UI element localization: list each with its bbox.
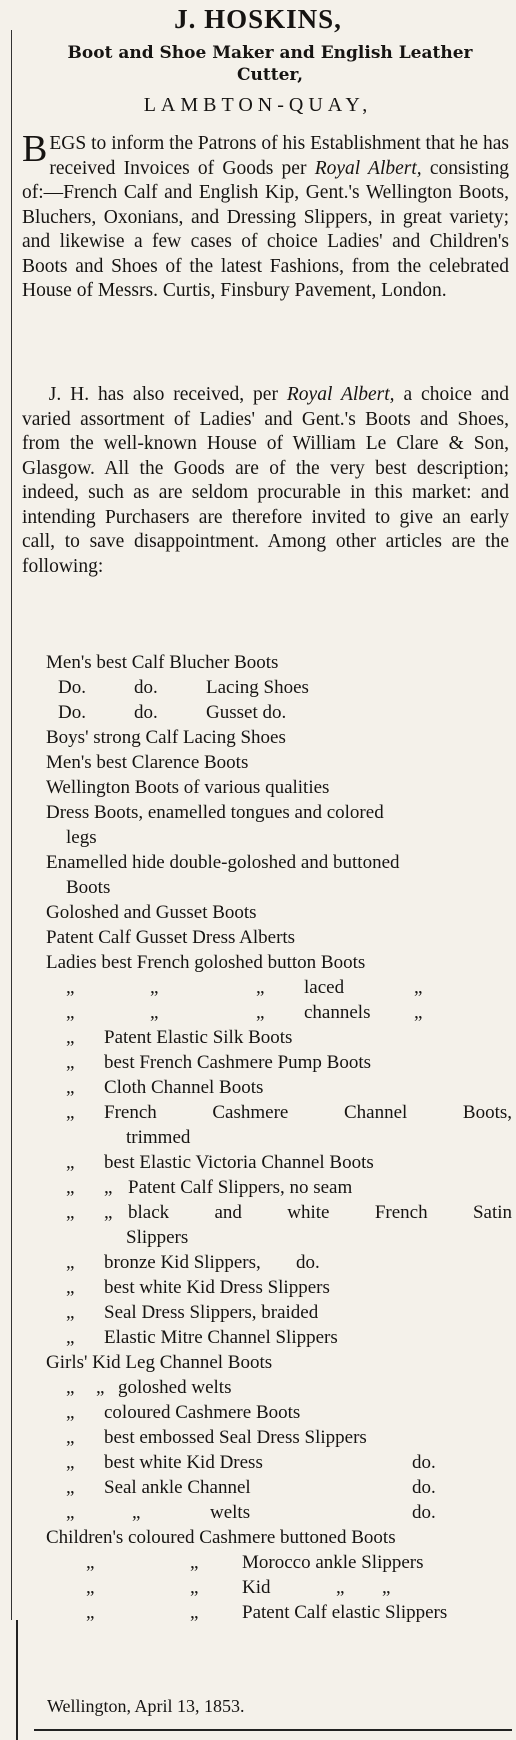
list-item: „ Elastic Mitre Channel Slippers — [66, 1327, 338, 1348]
list-item: „ Patent Elastic Silk Boots — [66, 1027, 293, 1048]
announcement-paragraph — [22, 128, 509, 304]
list-item: Do. do. Lacing Shoes — [58, 677, 309, 698]
ditto-mark: „ — [150, 1002, 159, 1023]
list-item: „ Seal ankle Channel do. — [66, 1477, 436, 1498]
ditto-mark: „ — [190, 1552, 199, 1573]
ditto-mark: „ — [86, 1552, 95, 1573]
list-item: „ „ Morocco ankle Slippers — [86, 1552, 424, 1573]
ditto-mark: „ — [104, 1202, 113, 1223]
paragraph-text: a choice and varied assortment of Ladies' and Gent.'s Boots and Shoes, from the well-known House of William Le Clare & Son, Glasgow. All the Goods are of the very best description; indeed, such as are seldom procurable in this market: and intending Purchasers are therefore invited to give an early call, to save disappointment. Among other articles are the following: — [22, 384, 510, 577]
ditto-mark: „ — [382, 1577, 391, 1598]
list-item: „ coloured Cashmere Boots — [66, 1402, 301, 1423]
ditto-mark: „ — [66, 1202, 75, 1223]
ditto-mark: „ — [256, 977, 265, 998]
ditto-mark: „ — [66, 1252, 75, 1273]
list-item: „ best embossed Seal Dress Slippers — [66, 1427, 367, 1448]
closing-rule — [34, 1729, 512, 1731]
list-item: Dress Boots, enamelled tongues and colored — [46, 802, 384, 823]
column-rule — [11, 30, 12, 1620]
ditto-mark: „ — [66, 1027, 75, 1048]
ditto-mark: „ — [66, 1052, 75, 1073]
list-item: „ „ Patent Calf elastic Slippers — [86, 1602, 448, 1623]
list-item: „ best white Kid Dress Slippers — [66, 1277, 330, 1298]
list-item: Ladies best French goloshed button Boots — [46, 952, 366, 973]
paragraph-text: J. H. has also received, per — [48, 384, 287, 405]
list-item-continuation: Boots — [66, 877, 111, 898]
ditto-mark: „ — [86, 1577, 95, 1598]
ditto-mark: „ — [66, 1427, 75, 1448]
ditto-mark: „ — [86, 1602, 95, 1623]
list-item: Men's best Clarence Boots — [46, 752, 249, 773]
ditto-mark: „ — [414, 977, 423, 998]
list-item-continuation: trimmed — [126, 1127, 191, 1148]
ditto-mark: „ — [66, 1327, 75, 1348]
ditto-mark: „ — [66, 1402, 75, 1423]
list-item: „ best Elastic Victoria Channel Boots — [66, 1152, 374, 1173]
ditto-mark: „ — [336, 1577, 345, 1598]
ditto-mark: „ — [190, 1577, 199, 1598]
list-item: „ best French Cashmere Pump Boots — [66, 1052, 372, 1073]
ditto-mark: „ — [190, 1602, 199, 1623]
ditto-mark: „ — [66, 1377, 75, 1398]
ditto-mark: „ — [132, 1502, 141, 1523]
ditto-mark: „ — [66, 1177, 75, 1198]
paragraph-text: EGS to inform the Patrons of his Establishment that he has received Invoices of Goods per — [49, 133, 509, 179]
ditto-mark: „ — [66, 1002, 75, 1023]
ditto-mark: „ — [256, 1002, 265, 1023]
list-item: Girls' Kid Leg Channel Boots — [46, 1352, 273, 1373]
list-item: „ „ welts do. — [66, 1502, 436, 1523]
list-item: „ Cloth Channel Boots — [66, 1077, 264, 1098]
list-item: „ Seal Dress Slippers, braided — [66, 1302, 319, 1323]
list-item: Goloshed and Gusset Boots — [46, 902, 257, 923]
ditto-mark: „ — [66, 1077, 75, 1098]
list-item: Enamelled hide double-goloshed and buttoned — [46, 852, 400, 873]
article-list — [46, 652, 512, 1627]
ship-name: Royal Albert, — [286, 384, 395, 405]
list-item-continuation: Slippers — [126, 1227, 189, 1248]
drop-cap: B — [22, 128, 48, 170]
advertiser-name: J. HOSKINS, — [174, 4, 342, 34]
list-item: Men's best Calf Blucher Boots — [46, 652, 279, 673]
list-item: „ French Cashmere Channel Boots, — [66, 1102, 512, 1123]
ditto-mark: „ — [96, 1377, 105, 1398]
ditto-mark: „ — [66, 1302, 75, 1323]
list-item: „ best white Kid Dress do. — [66, 1452, 436, 1473]
list-item: „ „ goloshed welts — [66, 1377, 232, 1398]
ditto-mark: „ — [66, 1477, 75, 1498]
ditto-mark: „ — [66, 1152, 75, 1173]
list-item: Wellington Boots of various qualities — [46, 777, 330, 798]
list-item: Do. do. Gusset do. — [58, 702, 287, 723]
list-item: „ „ Patent Calf Slippers, no seam — [66, 1177, 353, 1198]
ditto-mark: „ — [414, 1002, 423, 1023]
list-item: Patent Calf Gusset Dress Alberts — [46, 927, 296, 948]
street-name: LAMBTON-QUAY, — [143, 94, 373, 116]
ditto-mark: „ — [66, 1452, 75, 1473]
ditto-mark: „ — [104, 1177, 113, 1198]
ship-name: Royal Albert, — [314, 157, 422, 179]
ditto-mark: „ — [66, 977, 75, 998]
ditto-mark: „ — [66, 1102, 75, 1123]
ditto-mark: „ — [66, 1502, 75, 1523]
list-item: „ „ Kid „ „ — [86, 1577, 391, 1598]
list-item: Children's coloured Cashmere buttoned Boots — [46, 1527, 396, 1548]
list-item: „ „ „ laced „ — [66, 977, 423, 998]
trade-description: Boot and Shoe Maker and English Leather Cutter, — [67, 43, 473, 85]
list-item: „ „ „ channels „ — [66, 1002, 423, 1023]
ditto-mark: „ — [66, 1277, 75, 1298]
list-item: Boys' strong Calf Lacing Shoes — [46, 727, 286, 748]
list-item: „ bronze Kid Slippers, do. — [66, 1252, 320, 1273]
assortment-paragraph — [22, 383, 509, 579]
date-signoff: Wellington, April 13, 1853. — [47, 1696, 245, 1716]
list-item: „ „ black and white French Satin — [66, 1202, 512, 1223]
column-rule-lower — [16, 1620, 18, 1740]
ditto-mark: „ — [150, 977, 159, 998]
paragraph-text: consisting of:—French Calf and English Kip, Gent.'s Wellington Boots, Bluchers, Oxonians, and Dressing Slippers, in great variety; and likewise a few cases of choice Ladies' and Children's Boots and Shoes of the latest Fashions, from the celebrated House of Messrs. Curtis, Finsbury Pavement, London. — [22, 157, 509, 301]
list-item-continuation: legs — [66, 827, 97, 848]
